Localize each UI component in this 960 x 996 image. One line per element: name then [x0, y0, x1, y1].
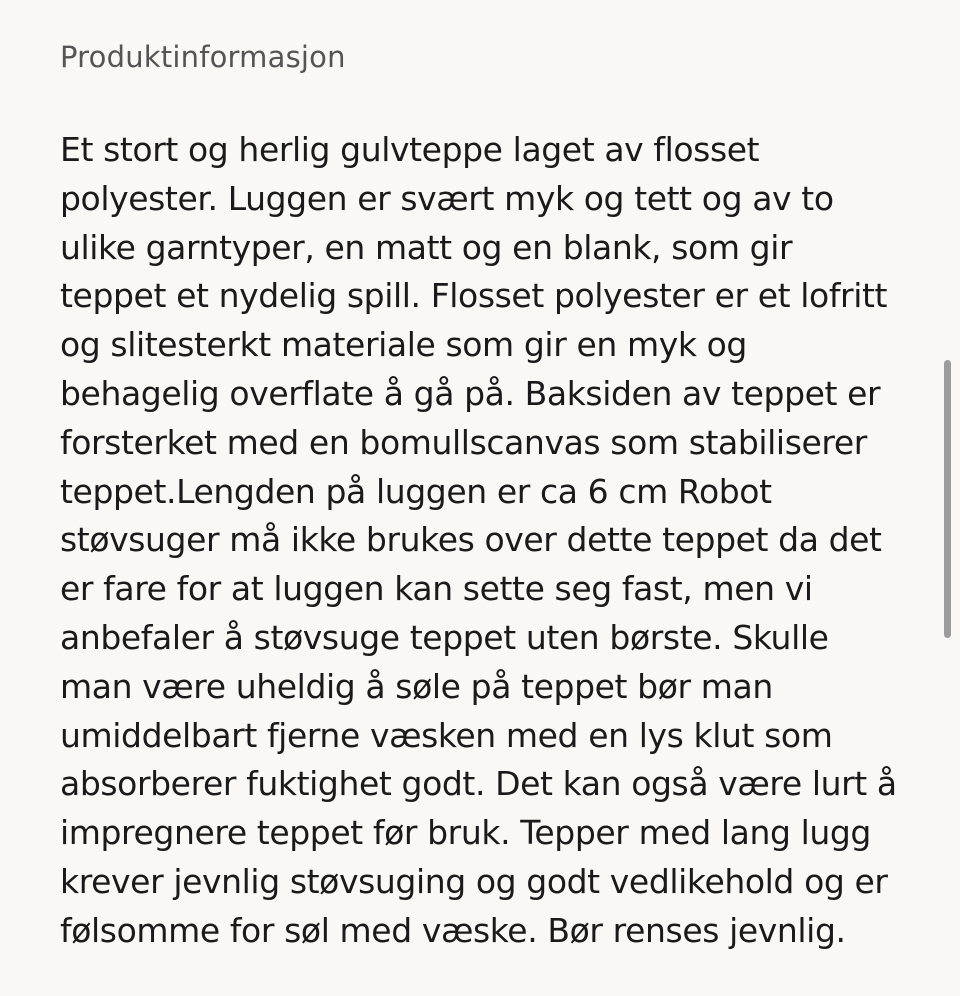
description-line: teppet et nydelig spill. Flosset polyester er et lofritt	[60, 276, 888, 316]
description-line: forsterket med en bomullscanvas som stabiliserer	[60, 422, 867, 462]
product-description	[60, 126, 940, 956]
description-line: man være uheldig å søle på teppet bør man	[60, 666, 773, 706]
description-line: ulike garntyper, en matt og en blank, som gir	[60, 227, 793, 267]
section-title: Produktinformasjon	[60, 40, 346, 74]
description-line: teppet.Lengden på luggen er ca 6 cm Robot	[60, 471, 772, 511]
description-line: krever jevnlig støvsuging og godt vedlikehold og er	[60, 861, 888, 901]
description-line: umiddelbart fjerne væsken med en lys klut som	[60, 715, 833, 755]
description-line: anbefaler å støvsuge teppet uten børste. Skulle	[60, 617, 829, 657]
description-line: absorberer fuktighet godt. Det kan også være lurt å	[60, 764, 897, 804]
description-line: følsomme for søl med væske. Bør renses jevnlig.	[60, 910, 846, 950]
description-line: støvsuger må ikke brukes over dette teppet da det	[60, 520, 882, 560]
vertical-scrollbar[interactable]	[944, 360, 951, 638]
description-line: er fare for at luggen kan sette seg fast, men vi	[60, 569, 813, 609]
description-line: impregnere teppet før bruk. Tepper med lang lugg	[60, 813, 871, 853]
description-line: og slitesterkt materiale som gir en myk og	[60, 325, 747, 365]
description-line: polyester. Luggen er svært myk og tett og av to	[60, 178, 834, 218]
description-line: behagelig overflate å gå på. Baksiden av teppet er	[60, 373, 881, 413]
description-line: Et stort og herlig gulvteppe laget av flosset	[60, 130, 760, 169]
